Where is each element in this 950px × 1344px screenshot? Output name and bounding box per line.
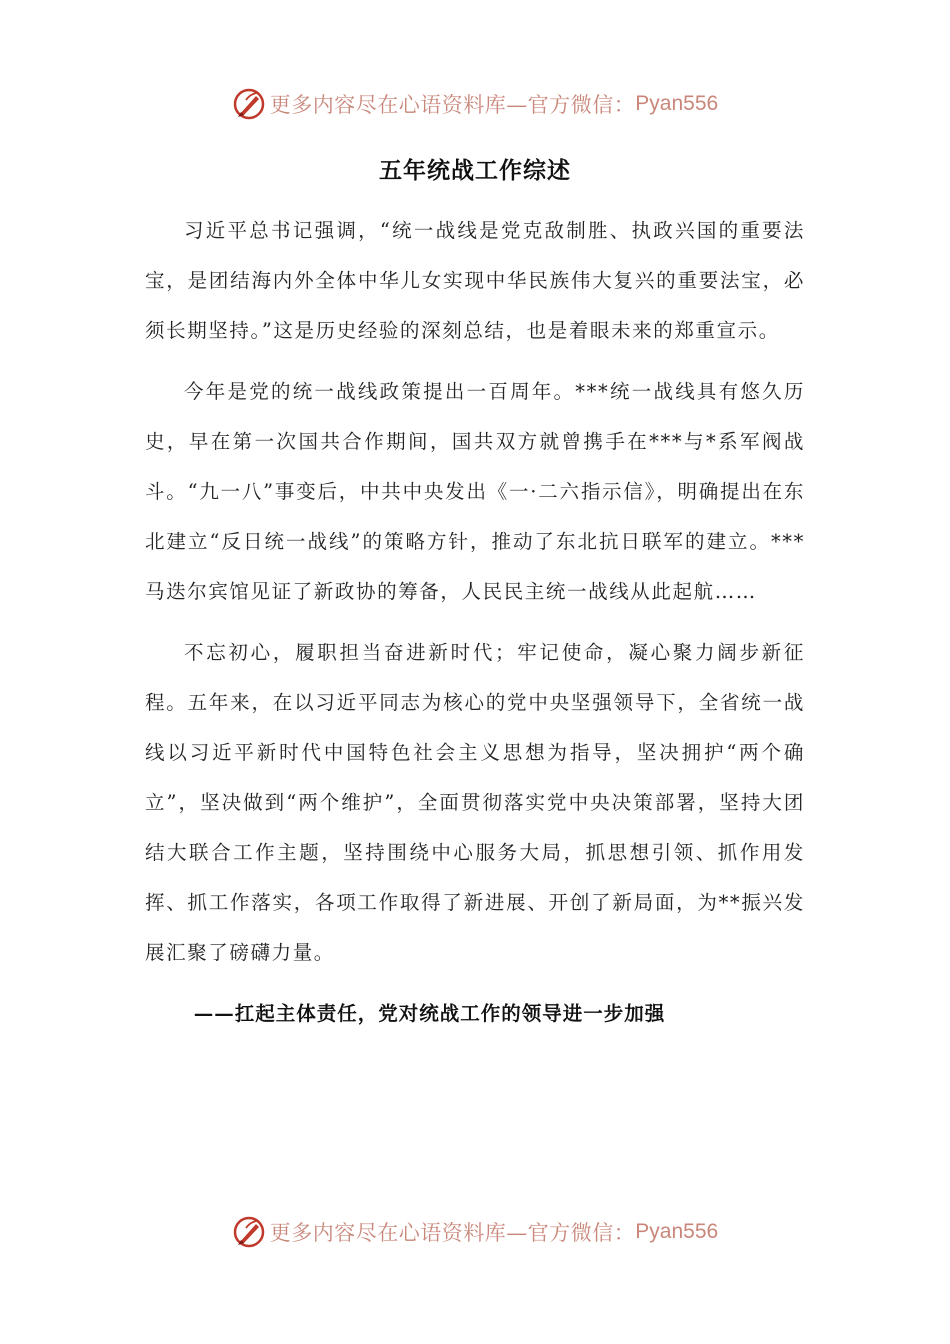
- page-title: 五年统战工作综述: [379, 157, 571, 184]
- banner-text: 更多内容尽在心语资料库—官方微信：: [269, 93, 636, 117]
- pen-logo-icon: [232, 87, 266, 121]
- footer-banner: [0, 1212, 950, 1252]
- document-body: [145, 206, 805, 1039]
- header-banner: [0, 84, 950, 124]
- banner-wechat-id: Pyan556: [635, 92, 719, 115]
- paragraph-3: 不忘初心，履职担当奋进新时代；牢记使命，凝心聚力阔步新征程。五年来，在以习近平同志为核心的党中央坚强领导下，全省统一战线以习近平新时代中国特色社会主义思想为指导，坚决拥护“两个确立”，坚决做到“两个维护”，全面贯彻落实党中央决策部署，坚持大团结大联合工作主题，坚持围绕中心服务大局，抓思想引领、抓作用发挥、抓工作落实，各项工作取得了新进展、开创了新局面，为**振兴发展汇聚了磅礴力量。: [145, 641, 805, 964]
- section-subheading: ——扛起主体责任，党对统战工作的领导进一步加强: [193, 1002, 666, 1025]
- pen-logo-icon: [232, 1215, 266, 1249]
- paragraph-2: 今年是党的统一战线政策提出一百周年。***统一战线具有悠久历史，早在第一次国共合作期间，国共双方就曾携手在***与*系军阀战斗。“九一八”事变后，中共中央发出《一·二六指示信》，明确提出在东北建立“反日统一战线”的策略方针，推动了东北抗日联军的建立。***马迭尔宾馆见证了新政协的筹备，人民民主统一战线从此起航……: [145, 380, 805, 603]
- banner-text: 更多内容尽在心语资料库—官方微信：: [269, 1221, 636, 1245]
- banner-wechat-id: Pyan556: [635, 1220, 719, 1243]
- paragraph-1: 习近平总书记强调，“统一战线是党克敌制胜、执政兴国的重要法宝，是团结海内外全体中华儿女实现中华民族伟大复兴的重要法宝，必须长期坚持。”这是历史经验的深刻总结，也是着眼未来的郑重宣示。: [145, 219, 805, 342]
